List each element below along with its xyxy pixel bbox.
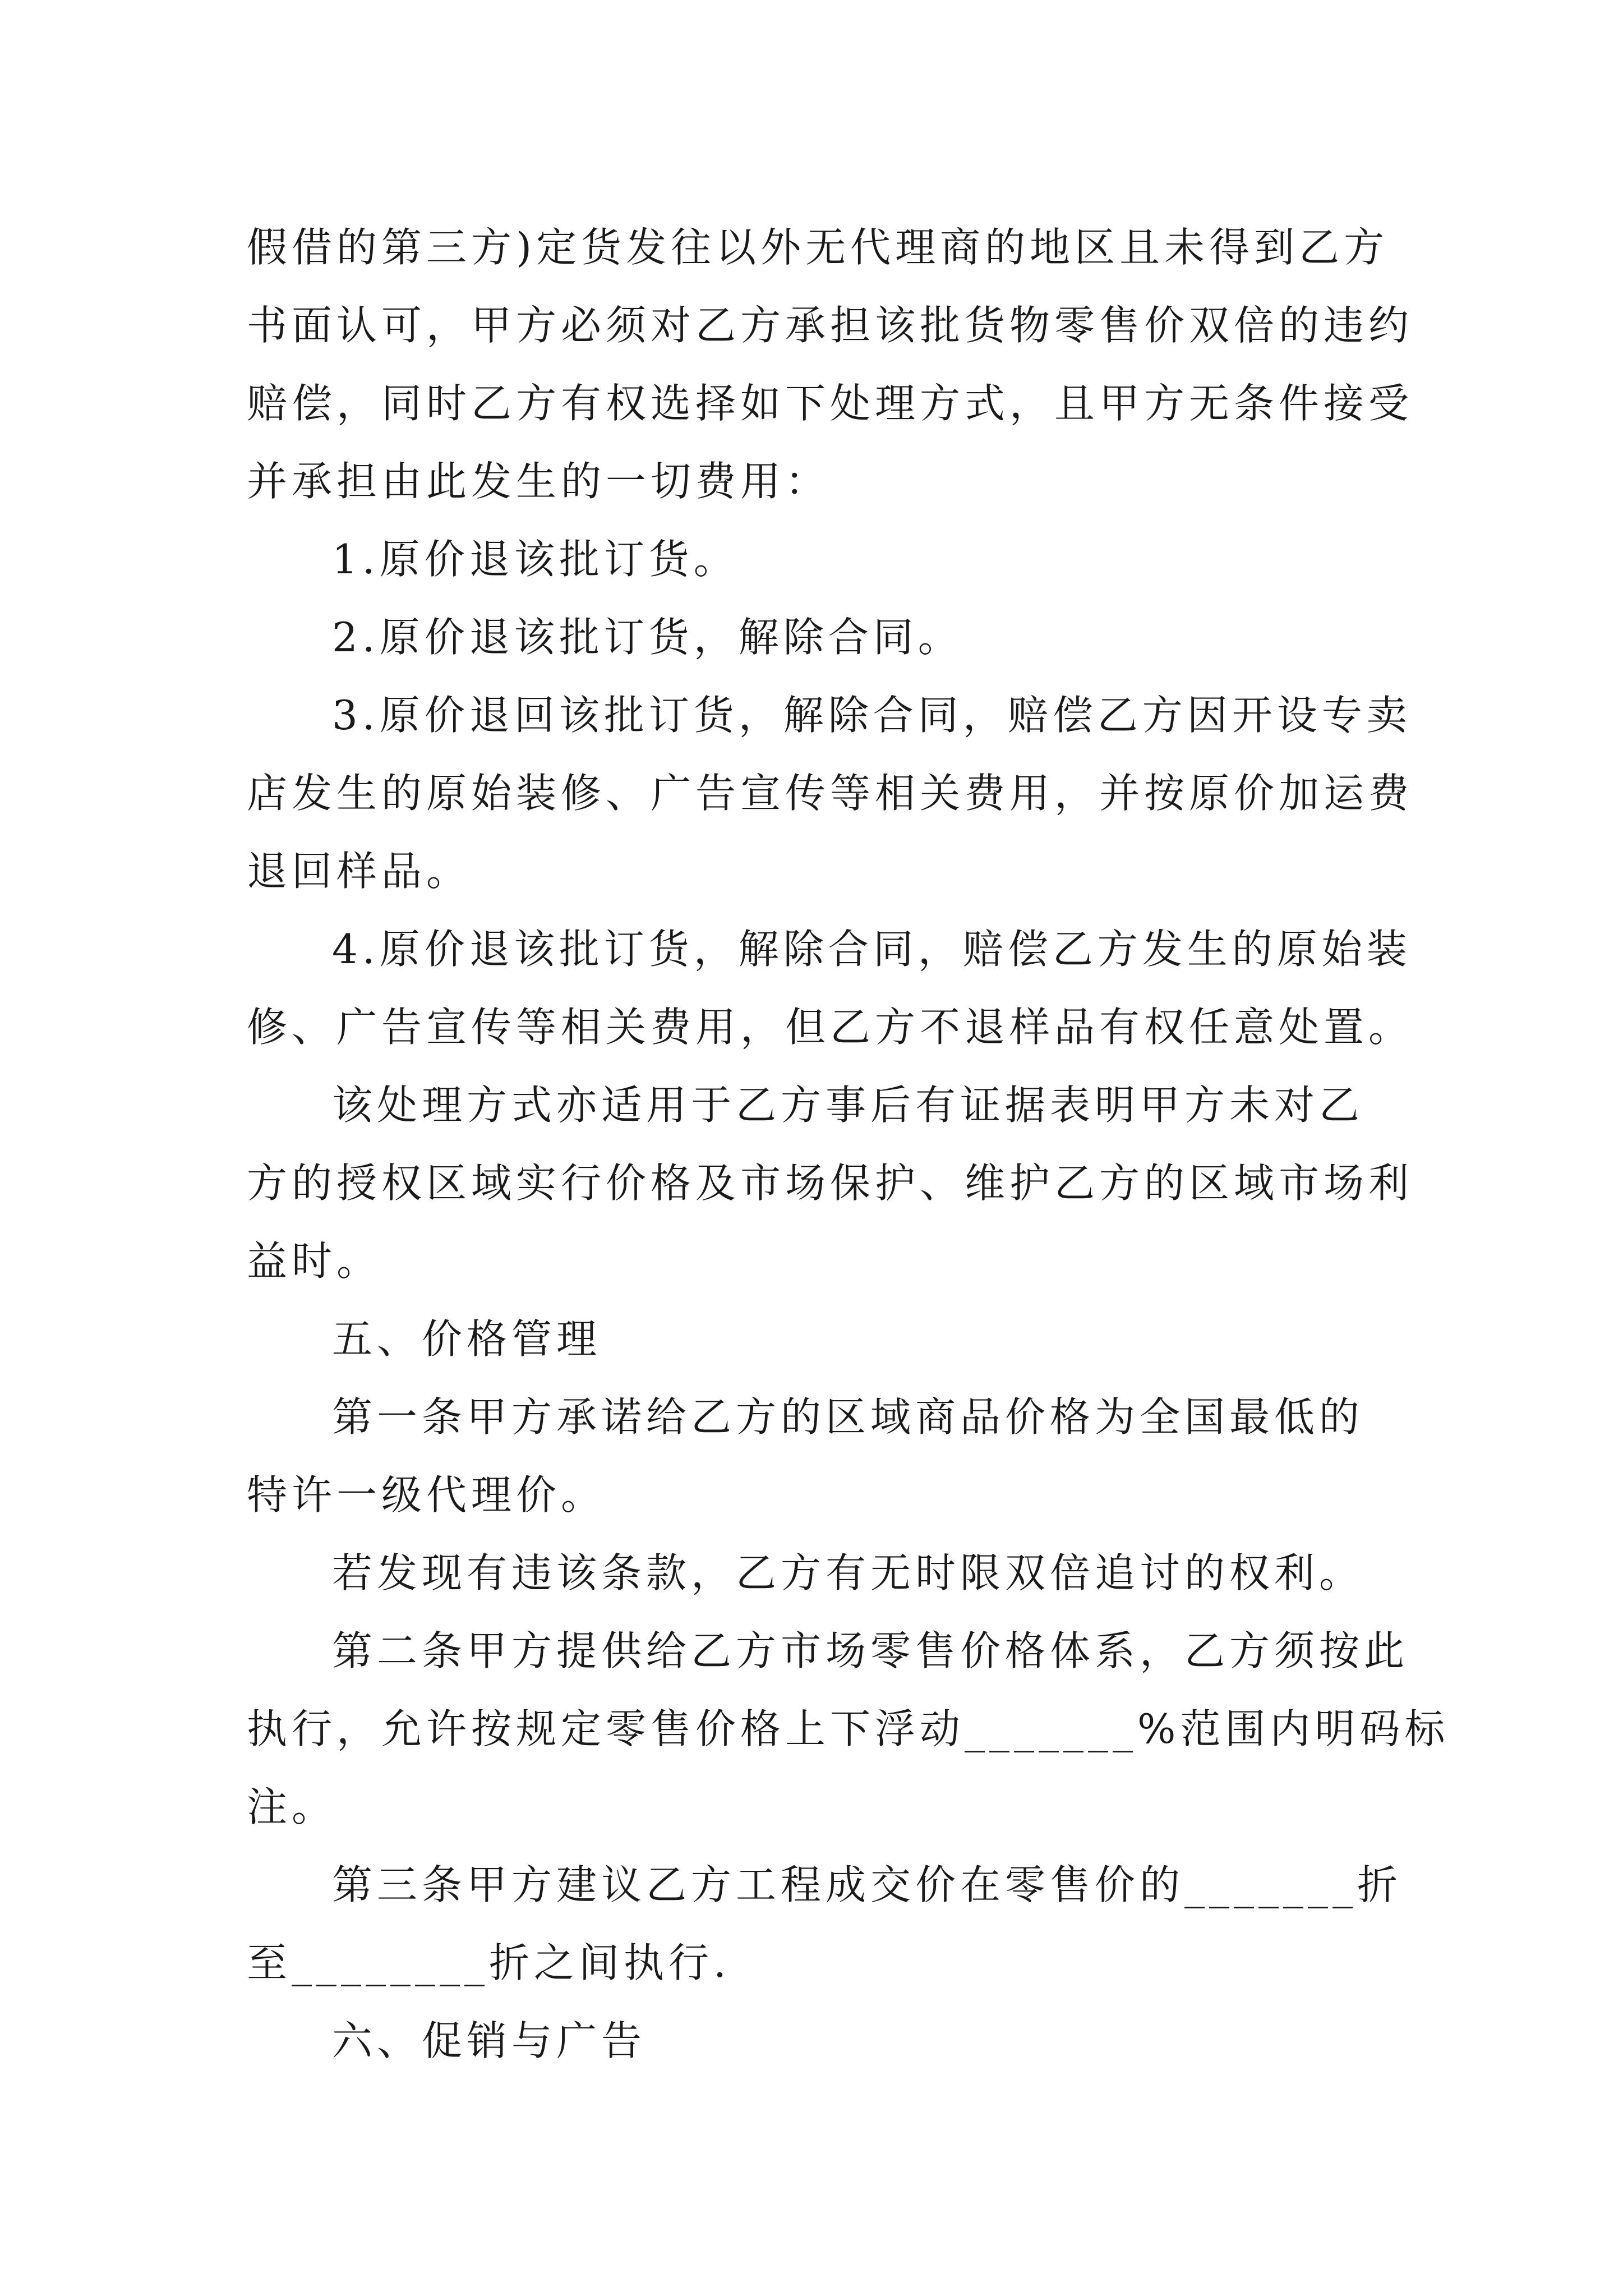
- clause-start: 第二条甲方提供给乙方市场零售价格体系，乙方须按此: [332, 1627, 1409, 1674]
- text-line: 方的授权区域实行价格及市场保护、维护乙方的区域市场利: [247, 1159, 1414, 1207]
- text-line: 注。: [247, 1783, 337, 1830]
- clause-start: 第三条甲方建议乙方工程成交价在零售价的_______折: [332, 1861, 1403, 1908]
- text-line: 退回样品。: [247, 848, 472, 895]
- paragraph-start: 若发现有违该条款，乙方有无时限双倍追讨的权利。: [332, 1549, 1364, 1596]
- text-line: 益时。: [247, 1237, 382, 1285]
- text-line: 赔偿，同时乙方有权选择如下处理方式，且甲方无条件接受: [247, 380, 1414, 427]
- clause-start: 第一条甲方承诺给乙方的区域商品价格为全国最低的: [332, 1393, 1364, 1441]
- list-item: 1.原价退该批订货。: [332, 536, 739, 583]
- list-item: 2.原价退该批订货，解除合同。: [332, 614, 963, 661]
- section-heading: 六、促销与广告: [332, 2017, 647, 2064]
- document-body: [247, 209, 1450, 2080]
- text-line: 书面认可，甲方必须对乙方承担该批货物零售价双倍的违约: [247, 302, 1414, 349]
- list-item: 3.原价退回该批订货，解除合同，赔偿乙方因开设专卖: [332, 692, 1412, 739]
- text-line: 特许一级代理价。: [247, 1471, 606, 1519]
- text-line: 并承担由此发生的一切费用：: [247, 458, 831, 505]
- text-line: 修、广告宣传等相关费用，但乙方不退样品有权任意处置。: [247, 1004, 1414, 1051]
- paragraph-start: 该处理方式亦适用于乙方事后有证据表明甲方未对乙: [332, 1082, 1364, 1129]
- text-line: 假借的第三方)定货发往以外无代理商的地区且未得到乙方: [247, 224, 1389, 271]
- text-line: 至________折之间执行.: [247, 1939, 731, 1986]
- section-heading: 五、价格管理: [332, 1315, 602, 1363]
- text-line: 执行，允许按规定零售价格上下浮动_______%范围内明码标: [247, 1705, 1450, 1752]
- list-item: 4.原价退该批订货，解除合同，赔偿乙方发生的原始装: [332, 926, 1412, 973]
- text-line: 店发生的原始装修、广告宣传等相关费用，并按原价加运费: [247, 770, 1414, 817]
